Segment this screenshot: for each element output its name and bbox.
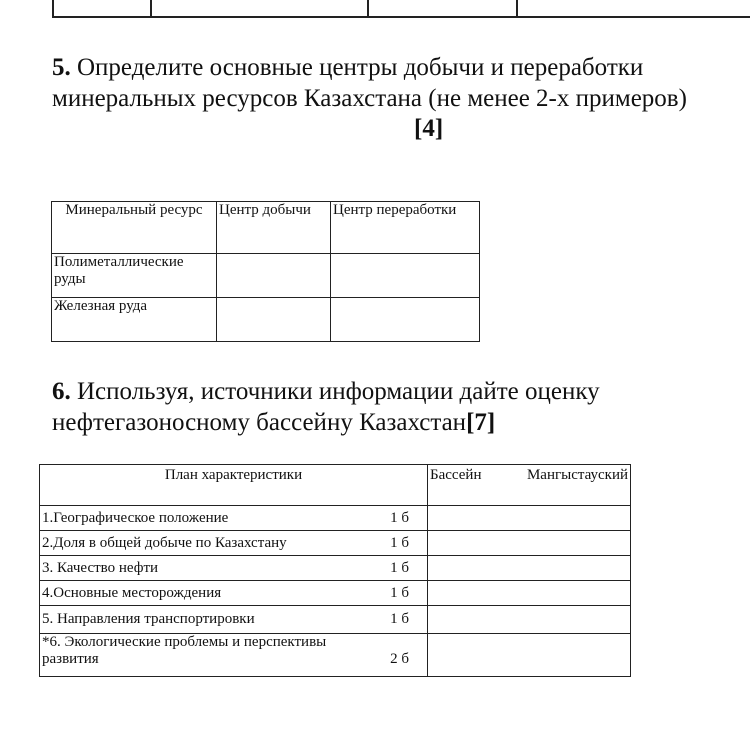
previous-table-fragment	[52, 0, 750, 18]
question-number: 5.	[52, 54, 71, 81]
cell-mining[interactable]	[217, 298, 331, 342]
header-basin-name: Мангыстауский	[526, 467, 628, 483]
header-resource: Минеральный ресурс	[52, 202, 217, 254]
table-row	[52, 298, 480, 342]
cell-resource: Полиметаллические руды	[52, 254, 217, 298]
header-basin: Бассейн	[430, 467, 482, 483]
question-number: 6.	[52, 378, 71, 405]
row-label: 2.Доля в общей добыче по Казахстану	[42, 534, 287, 551]
row-label: 5. Направления транспортировки	[42, 611, 255, 627]
question-5-score: [4]	[414, 115, 444, 142]
header-processing: Центр переработки	[331, 202, 480, 254]
row-label: 3. Качество нефти	[42, 559, 159, 576]
oil-gas-basin-table	[39, 464, 631, 677]
answer-cell[interactable]	[428, 506, 631, 531]
table-row	[40, 581, 631, 606]
table-header-row	[40, 465, 631, 506]
row-points: 1 б	[390, 534, 409, 551]
cell-mining[interactable]	[217, 254, 331, 298]
row-points: 1 б	[390, 509, 409, 526]
row-label-line2: развития	[42, 651, 99, 667]
table-row	[40, 506, 631, 531]
cell-processing[interactable]	[331, 298, 480, 342]
answer-cell[interactable]	[428, 556, 631, 581]
question-text-line2: нефтегазоносному бассейну Казахстан	[52, 409, 467, 436]
header-mining: Центр добычи	[217, 202, 331, 254]
cell-resource: Железная руда	[52, 298, 217, 342]
question-6-score: [7]	[466, 409, 496, 436]
table-row	[40, 531, 631, 556]
cell-processing[interactable]	[331, 254, 480, 298]
answer-cell[interactable]	[428, 634, 631, 677]
table-row	[40, 606, 631, 634]
table-divider	[150, 0, 152, 16]
table-divider	[516, 0, 518, 16]
table-header-row	[52, 202, 480, 254]
row-points: 1 б	[390, 559, 409, 576]
header-basin-cell	[428, 465, 631, 506]
row-points: 1 б	[390, 611, 409, 627]
mineral-resources-table	[51, 201, 480, 342]
row-label: 4.Основные месторождения	[42, 584, 222, 601]
table-row	[40, 634, 631, 677]
answer-cell[interactable]	[428, 606, 631, 634]
question-text-line1: Определите основные центры добычи и переработки	[77, 54, 644, 81]
row-points: 2 б	[390, 651, 409, 667]
table-divider	[367, 0, 369, 16]
table-row	[40, 556, 631, 581]
question-5	[52, 52, 687, 114]
answer-cell[interactable]	[428, 581, 631, 606]
question-text-line2: минеральных ресурсов Казахстана (не менее 2-х примеров)	[52, 85, 687, 112]
row-label: 1.Географическое положение	[42, 509, 229, 526]
question-6	[52, 376, 600, 438]
row-label-line1: *6. Экологические проблемы и перспективы	[42, 634, 327, 650]
question-text-line1: Используя, источники информации дайте оценку	[77, 378, 600, 405]
header-plan: План характеристики	[40, 465, 428, 506]
answer-cell[interactable]	[428, 531, 631, 556]
row-points: 1 б	[390, 584, 409, 601]
table-row	[52, 254, 480, 298]
